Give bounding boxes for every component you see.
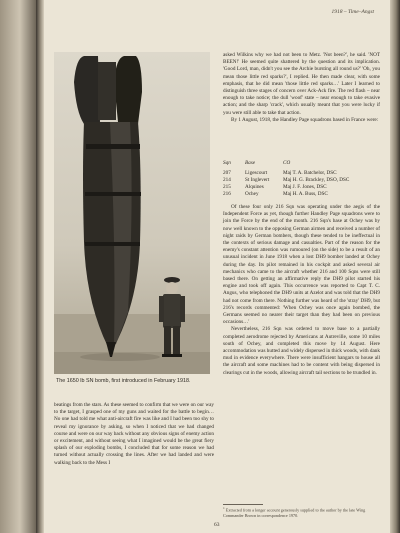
right-page-edge xyxy=(390,0,400,533)
photo-caption: The 1650 lb SN bomb, first introduced in February 1918. xyxy=(56,378,191,384)
footnote-rule xyxy=(223,504,263,505)
table-cell: Maj T. A. Batchelor, DSC xyxy=(283,170,337,176)
footnote xyxy=(223,506,380,518)
paragraph: asked Wilkins why we had not been to Metz. 'Not been?', he said. 'NOT BEEN!' He seemed quite shattered by the question and its implication. 'Good Lord, man, didn't you see the Archie bursting all round us?' 'Oh, you mean those little red sparks?', I replied. He then made clear, with some emphasis, that he did mean 'those little red sparks…' Later I learned to distinguish three stages of concern over Ack-Ack fire. The red flash – near enough to take notice; the dull 'woof' state – near enough to take evasive action; and the sharp 'crack', which usually meant that you were lucky if you were still able to take that action. xyxy=(223,52,380,116)
bomb-photo-illustration xyxy=(54,52,210,374)
table-cell: Ochey xyxy=(245,191,259,197)
table-cell: St Inglevert xyxy=(245,177,270,183)
book-gutter xyxy=(36,0,44,533)
table-row xyxy=(223,170,380,177)
table-cell: Maj H. G. Brackley, DSO, DSC xyxy=(283,177,350,183)
left-page-edge xyxy=(0,0,36,533)
running-head: 1918 – Time–Angst xyxy=(331,9,374,15)
table-cell: Maj H. A. Buss, DSC xyxy=(283,191,328,197)
footnote-text: Extracted from a longer account generously supplied to the author by the late Wing Commander Brown in correspondence 1970. xyxy=(223,507,366,518)
table-header: Sqn xyxy=(223,160,231,166)
table-header: CO xyxy=(283,160,291,166)
table-header: Base xyxy=(245,160,256,166)
squadron-table xyxy=(223,160,380,198)
table-cell: 207 xyxy=(223,170,231,176)
table-cell: 214 xyxy=(223,177,231,183)
paragraph: beatings from the stars. As these seemed to confirm that we were on our way to the target, I grasped one of my guns and waited for the battle to begin… No one had told me what anti-aircraft fire was like and I had been too shy to reveal my ignorance by asking, so when I noticed that we had changed course and were on our way back without any obvious signs of enemy action or excitement, and without seeing what I imagined would be the great fiery splash of our exploding bombs, I concluded that for some reason we had turned without actually crossing the lines. After we had landed and were walking back to the Mess I xyxy=(54,402,214,466)
page-number: 63 xyxy=(214,522,220,528)
body-text-right-top xyxy=(223,52,380,124)
table-cell: 215 xyxy=(223,184,231,190)
table-header-row xyxy=(223,160,380,170)
table-cell: 216 xyxy=(223,191,231,197)
footnote-marker: 1 xyxy=(223,506,225,510)
body-text-left xyxy=(54,402,214,467)
table-row xyxy=(223,191,380,198)
table-row xyxy=(223,177,380,184)
bomb-photo xyxy=(54,52,210,374)
body-text-right-bottom xyxy=(223,204,380,377)
book-page xyxy=(44,0,390,533)
table-cell: Alquines xyxy=(245,184,264,190)
paragraph: By 1 August, 1918, the Handley Page squadrons based in France were: xyxy=(231,116,379,123)
table-cell: Ligescourt xyxy=(245,170,268,176)
table-cell: Maj J. F. Jones, DSC xyxy=(283,184,327,190)
paragraph: Of these four only 216 Sqn was operating under the aegis of the Independent Force as yet, though further Handley Page squadrons were to join the Force by the end of the month. 216 Sqn's base at Ochey was by now well known to the opposing German airmen and received a number of night raids by German bombers, though these tended to be ineffectual in the contexts of serious damage and casualties. Part of the reason for the enemy's constant attention was rumoured (on the side) to be a result of an unusual incident in June 1918 when a lost DH9 bomber landed at Ochey during the day. Its pilot remained in his cockpit and asked several air mechanics who came to the aircraft whether 216 and 100 Sqns were still based there. On getting an affirmative reply the DH9 pilot started his engine and took off again. This occurrence was reported to Capt T. C. Angus, who telephoned the DH9 units at Azelot and was told that the DH9 had not come from there. Nothing further was heard of the 'stray' DH9, but 216's records commented: 'When Ochey was once again bombed, the Germans seemed no nearer their target than they had been on previous occasions…' xyxy=(223,204,380,326)
table-row xyxy=(223,184,380,191)
paragraph: Nevertheless, 216 Sqn was ordered to move base to a partially completed aerodrome rejected by Americans at Autreville, some 10 miles south of Ochey, and completed this move by 14 August. Here accommodation was hutted and widely dispersed in thick woods, with dank mud in evidence everywhere. There were insufficient hangars to house all the aircraft and some machines had to be content with being dispersed in clearings cut in the woods, allowing aircraft tail sections to be trundled in. xyxy=(223,326,380,376)
